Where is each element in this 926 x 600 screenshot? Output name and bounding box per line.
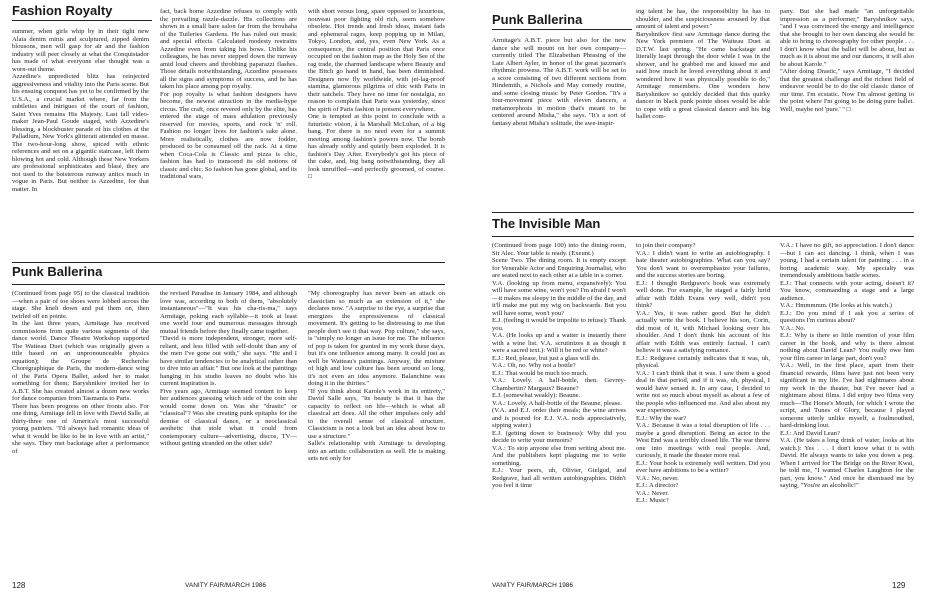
section-divider-right	[492, 212, 914, 213]
right-ballerina-column-2: ing talent he has, the responsibility he has to shoulder, and the suspiciousness aroused by that amount of talent and power." Baryshnikov first saw Armitage dance during the New York premiere of The Watteau Duet at D.T.W. last spring. "He came backstage and literally leapt through the door while I was in the shower, and he grabbed me and kissed me and said how much he loved everything about it and wondered how it was physically possible to do," Armitage remembers. One wonders how Baryshnikov so quickly decided that this quirky dancer in black punk pointe shoes would be able to cope with a great classical dancer and his big ballet com-	[636, 8, 770, 120]
footer-left: VANITY FAIR/MARCH 1986	[185, 582, 267, 589]
ballerina-column-1: (Continued from page 95) to the classical tradition—when a pair of toe shoes were lobbed across the stage. She knelt down and put them on, then twirled off en pointe. In the last three years, Armitage has received commissions from quite various segments of the dance world. Dance Theatre Workshop supported The Watteau Duet (which was originally given a title based on an unpronounceable physics equation); the Groupe de Recherche Chorégraphique de Paris, the modern-dance wing of the Paris Opera Ballet, asked her to make something for them; Baryshnikov invited her to A.B.T. She has created almost a dozen new works for dance companies from Tasmania to Paris. There has been progress on other fronts also. For one thing, Armitage fell in love with David Salle, at thirty-three one of America's most successful young painters. "I'd always had romantic ideas of what it would be like to be in love with an artist," she says. They met backstage after a performance of	[12, 290, 149, 455]
invisible-heading-underline	[492, 236, 914, 237]
invisible-column-1: (Continued from page 100) into the dining room, Sir Alec. Your table is ready. (Exeunt.) Scene Two. The dining room. It is empty except for Venerable Actor and Enquiring Journalist, who are seated next to each other at a table in a corner. V.A. (looking up from menu, expansively): You will have some wine, won't you? I'm afraid I won't—it makes me sleepy in the middle of the day, and it'll make me put my wig on backwards. But you will have some, won't you? E.J. (feeling it would be impolite to refuse): Thank you. V.A. (He looks up and a waiter is instantly there with a wine list. V.A. scrutinizes it as though it were a sacred text.): Will it be red or white? E.J.: Red, please, but just a glass will do. V.A.: Oh, no. Why not a bottle? E.J.: That would be much too much. V.A.: Lovely. A half-bottle, then. Gevrey-Chambertin? Margaux? Beaune? E.J. (somewhat weakly): Beaune. V.A.: Lovely. A half-bottle of the Beaune, please. (V.A. and E.J. order their meals; the wine arrives and is poured for E.J. V.A. nods appreciatively, sipping water.) E.J. (getting down to business): Why did you decide to write your memoirs? V.A.: To stop anyone else from writing about me. And the publishers kept plaguing me to write something. E.J.: Your peers, uh, Olivier, Gielgud, and Redgrave, had all written autobiographies. Didn't you feel it time	[492, 242, 626, 489]
ballerina-column-2: the revised Paradise in January 1984, and although love was, according to both of them, "absolutely instantaneous"—"It was his cha-ris-ma," says Armitage, poking each syllable—it took at least one world tour and numerous messages through mutual friends before they finally came together. "David is more independent, stronger, more self-reliant, and less filled with self-doubt than any of the men I've gone out with," she says. "He and I have similar tendencies to be analytical rather than to dive into an affair." But one look at the paintings hanging in his studio leaves no doubt who his current inspiration is. Five years ago, Armitage seemed content to keep her audiences guessing which side of the coin she would come down on. Was she "drastic" or "classical"? Was she creating punk epitaphs for the demise of classical dance, or a neoclassical aesthetic that stole what it could from contemporary culture—advertising, discos, TV—without getting stranded on the other side?	[160, 290, 297, 447]
left-page	[0, 0, 454, 600]
footer-right: VANITY FAIR/MARCH 1986	[492, 582, 574, 589]
invisible-column-2: to join their company? V.A.: I didn't want to write an autobiography. I hate theater autobiographies. What can you say? You don't want to overemphasize your failures, and the success stories are boring. E.J.: I thought Redgrave's book was extremely well done. For example, he staged a fairly lurid affair with Edith Evans very well, didn't you think? V.A.: Yes, it was rather good. But he didn't actually write the book. I believe his son, Corin, did most of it, with Michael looking over his shoulder. And I don't think his account of his affair with Edith was entirely factual. I can't believe it was a satisfying romance. E.J.: Redgrave certainly indicates that it was, uh, physical. V.A.: I can't think that it was. I saw them a good deal in that period, and if it was, uh, physical, I would have sensed it. In any case, I decided to write not so much about myself as about a few of the people who influenced me. And also about my war experiences. E.J.: Why the war? V.A.: Because it was a total disruption of life . . . maybe a good disruption. Being an actor in the West End was a terribly closed life. The war threw one into meetings with real people. And, curiously, it made the theater more real. E.J.: Your book is extremely well written. Did you ever have ambitions to be a writer? V.A.: No, never. E.J.: A director? V.A.: Never. E.J.: Music?	[636, 242, 770, 504]
fashion-royalty-heading: Fashion Royalty	[12, 3, 152, 21]
fashion-column-1: summer, when girls whip by in their tight new Alaïa denim minis and sculptured, zipped denim blousons, men will gasp for air and the fashion industry will peer closely at what the Conquistador has made of what everyone else thought was a worn-out theme. Azzedine's unpredicted blitz has reinjected aggressiveness and vitality into the Paris scene. But his ensuing conquest has yet to be confirmed by the U.S.A., a crucial market where, far from the subtleties and intrigues of the court of fashion, Saint Yves remains His Majesty. Last fall video-maker Jean-Paul Goude staged, with Azzedine's blessing, a blockbuster parade of his clothes at the Palladium, New York's glitterati attended en masse. The two-hour-long show, spiced with ethnic references and set on a gigantic staircase, left them blowing hot and cold. Although these New Yorkers are professional sophisticates and blasé, they are not used to the boisterous runway antics much in vogue in Paris. But neither is Azzedine, for that matter. In	[12, 28, 149, 193]
ballerina-column-3: "My choreography has never been an attack on classicism so much as an extension of it," she declares now. "A surprise to the eye, a surprise that energizes the expressiveness of classical movement. It's getting to be distressing to me that people don't see it that way. Pop culture," she says, is "simply no longer an issue for me. The influence of pop is taken for granted in my work these days, but it's one influence among many. It could just as well be Watteau's paintings. Anyway, the mixture of high and low culture has been around so long, it's not even an idea anymore. Balanchine was doing it in the thirties." "If you think about Karole's work in its entirety," David Salle says, "its beauty is that it has the capacity to reflect on life—which is what all classical art does. All the other impulses only add to the overall sense of classical structure. Classicism is not a look but an idea about how to use a structure." Salle's relationship with Armitage is developing into an artistic collaboration as well. He is making sets not only for	[308, 290, 445, 462]
punk-ballerina-heading-right: Punk Ballerina	[492, 12, 632, 30]
right-page	[472, 0, 926, 600]
section-divider	[12, 262, 445, 263]
right-ballerina-column-1: Armitage's A.B.T. piece but also for the new dance she will mount on her own company—currently titled The Elizabethan Phrasing of the Late Albert Ayler, in honor of the great jazzman's rhythmic prowess. The A.B.T. work will be set to a score consisting of two different sections from Hindemith, a Nichols and May comedy routine, and some closing music by Peter Gordon. "It's a four-movement piece with eleven dancers, a metamorphosis in motion that's meant to be centered around Misha," she says. "It's a sort of fantasy about Misha's solitude, the awe-inspir-	[492, 37, 626, 127]
right-ballerina-column-3: pany. But she had made "an unforgettable impression as a performer," Baryshnikov says, "and I was convinced the energy and intelligence that she brought to her own dancing she would be able to bring to choreography for other people . . . I don't know what the ballet will be about, but as much as it is about me and our dancers, it will also be about Karole." "After doing Drastic," says Armitage, "I decided that the greatest challenge and the richest field of endeavor would be to do the old classic dance of our time. I'm ecstatic. Now I'm almost getting to the point where I'm going to be doing pure ballet. Well, maybe not 'pure.' " □	[780, 8, 914, 113]
heading-underline	[12, 284, 445, 285]
fashion-column-3: with short versus long, spare opposed to luxurious, nouveau poor fighting old rich, seem somehow obsolete. Hot trends and fresh ideas, instant fads and ephemeral rages, keep popping up in Milan, Tokyo, London, and, yes, even New York. As a consequence, the central position that Paris once occupied on the fashion map as the Holy See of the rag trade, the charmed landscape where Beauty and the Bitch go hand in hand, has been diminished. Designers now fly worldwide, with jet-lag-proof stamina, glamorous pilgrims of chic with Paris in their satchels. They have no time for nostalgia, no reason to complain that Paris was yesterday, since the spirit of Paris fashion is present everywhere. One is tempted at this point to conclude with a futuristic vision, à la Marshall McLuhan, of a big bang. For there is no need even for a summit meeting among fashion's powers now. The bomb has already softly and quietly been exploded. It is fashion's Day After. Everybody's got his piece of the cake, and, big bang notwithstanding, they all look unruffled—and perfectly groomed, of course. □	[308, 8, 445, 180]
page-number-left: 128	[12, 581, 26, 590]
invisible-man-heading: The Invisible Man	[492, 216, 601, 231]
punk-ballerina-heading-left: Punk Ballerina	[12, 264, 103, 279]
fashion-column-2: fact, back home Azzedine refuses to comply with the prevailing razzle-dazzle. His collections are shown in a small bare salon far from the brouhaha of the Tuileries Gardens. He has ruled out music and special effects. Calculated modesty restrains Azzedine even from taking his bows. Unlike his colleagues, he has never stepped down the runway amid loud cheers and throbbing paparazzi flashes. Those details notwithstanding, Azzedine possesses all the signs and symptoms of success, and he has taken his place among pop royalty. For pop royalty is what fashion designers have become, the newest attraction in the media-hype circus. The craft, once revered only by the elite, has entered the stage of mass adulation previously reserved for movies, sports, and rock 'n' roll. Fashion no longer lives for fashion's sake alone. More realistically, clothes are now fodder, produced to be consumed off the rack. At a time when Coca-Cola is Classic and pizza is chic, fashion has had to transcend its old notions of classic and chic. So fashion has gone global, and its traditional wars,	[160, 8, 297, 180]
invisible-column-3: V.A.: I have no gift, no appreciation. I don't dance—but I can act dancing. I think, when I was young, I had a certain talent for painting . . . in a boring academic way. My specialty was tremendously ambitious battle scenes. E.J.: That connects with your acting, doesn't it? You know, commanding a stage and a large audience. V.A.: Hmmmmm. (He looks at his watch.) E.J.: Do you mind if I ask you a series of questions I'm curious about? V.A.: No. E.J.: Why is there so little mention of your film career in the book, and why is there almost nothing about David Lean? You really owe him your film career in large part, don't you? V.A.: Well, in the first place, apart from their financial rewards, films have just not been very significant in my life. I've had nightmares about my work in the theater, but I've never had a nightmare about films. I did enjoy two films very much—The Horse's Mouth, for which I wrote the script, and Tunes of Glory, because I played someone utterly unlike myself, a foulmouthed, hard-drinking lout. E.J.: And David Lean? V.A. (He takes a long drink of water, looks at his watch.): Yes . . . I don't know what it is with David. He always wants to take you down a peg. When I arrived for The Bridge on the River Kwai, he told me, "I wanted Charles Laughton for the part, you know." And once he dismissed me by saying, "You're an alcoholic!"	[780, 242, 914, 489]
page-number-right: 129	[892, 581, 906, 590]
